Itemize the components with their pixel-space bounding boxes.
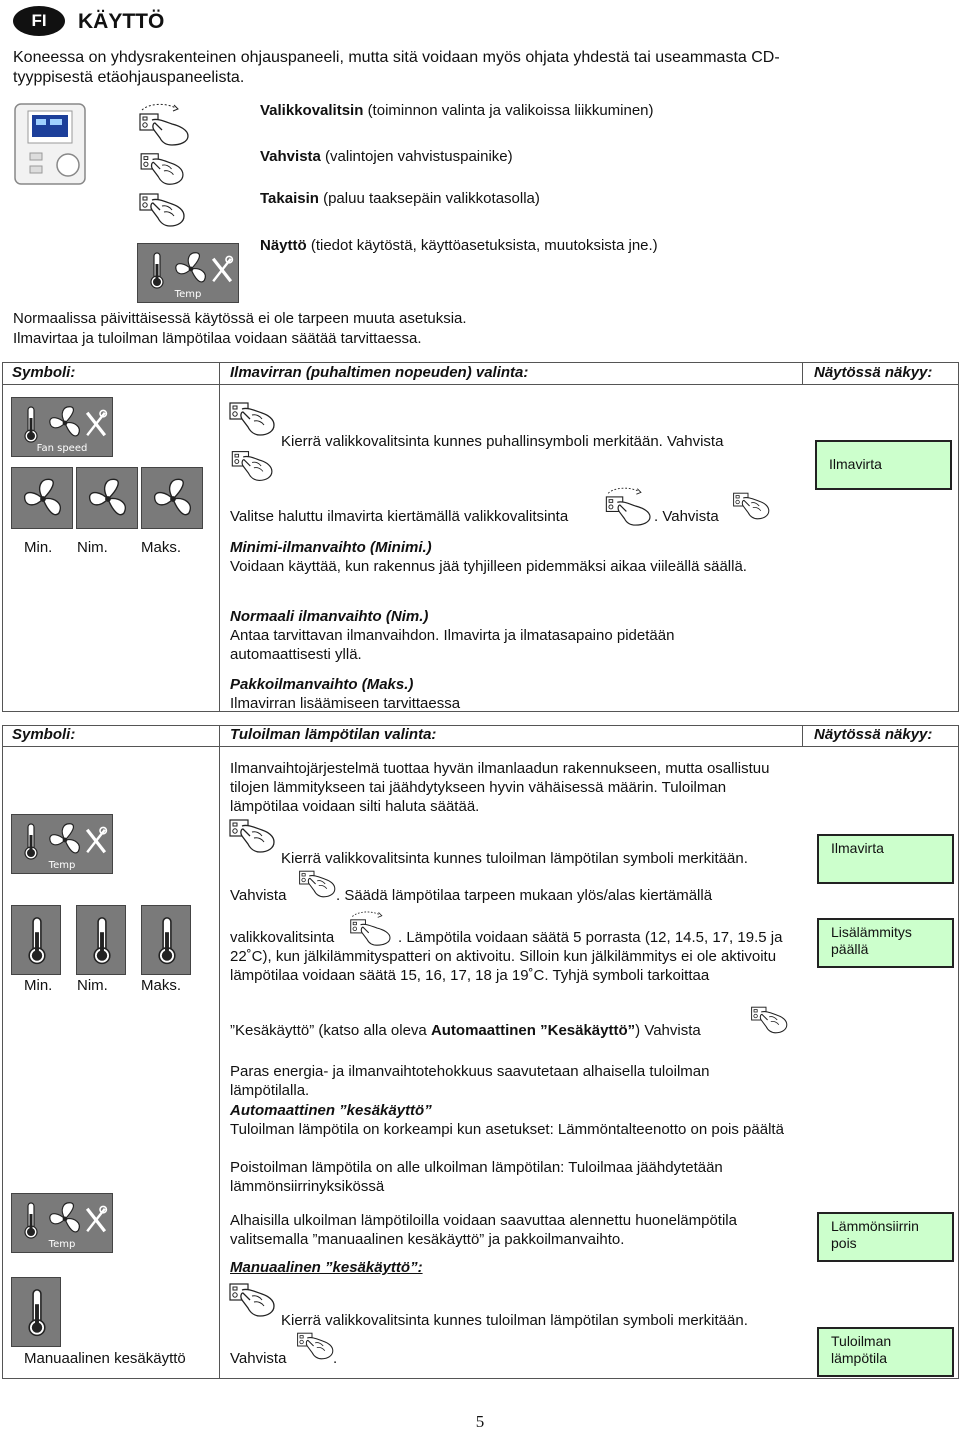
temp-level-min: Min. — [24, 977, 53, 994]
manual-summer-title: Manuaalinen ”kesäkäyttö”: — [230, 1259, 423, 1276]
s2-display-supply-temp: Tuloilman lämpötila — [817, 1327, 954, 1377]
temp-max-icon — [141, 905, 191, 975]
auto-summer-title: Automaattinen ”kesäkäyttö” — [230, 1102, 432, 1119]
control-desc-3: Takaisin (paluu taaksepäin valikkotasolla) — [260, 190, 540, 207]
rotate-dial-icon — [136, 102, 196, 146]
fan-level-max: Maks. — [141, 539, 182, 556]
s2-step3a: valikkovalitsinta — [230, 929, 335, 946]
auto-summer-2: Poistoilman lämpötila on alle ulkoilman lämpötilan: Tuloilmaa jäähdytetään lämmönsiirrinyksikössä — [230, 1159, 723, 1195]
s2-col-display: Näytössä näkyy: — [814, 726, 933, 743]
fan-level-min: Min. — [24, 539, 53, 556]
fan-level-nom: Nim. — [77, 539, 108, 556]
fan-min-icon — [11, 467, 73, 529]
s2-col-symbol: Symboli: — [12, 726, 76, 743]
s2-step1: Kierrä valikkovalitsinta kunnes tuloilman lämpötilan symboli merkitään. — [281, 850, 748, 867]
energy-note: Paras energia- ja ilmanvaihtotehokkuus saavutetaan alhaisella tuloilman lämpötilalla. — [230, 1063, 710, 1099]
max-desc: Ilmavirran lisäämiseen tarvittaessa — [230, 695, 461, 712]
fan-nom-icon — [76, 467, 138, 529]
temp-label: Temp — [174, 289, 202, 300]
language-badge: FI — [13, 6, 65, 36]
s2-step2b: . Säädä lämpötilaa tarpeen mukaan ylös/alas kiertämällä — [336, 887, 713, 904]
control-desc-2: Vahvista (valintojen vahvistuspainike) — [260, 148, 513, 165]
auto-summer-1: Tuloilman lämpötila on korkeampi kun asetukset: Lämmöntalteenotto on pois päältä — [230, 1121, 784, 1138]
s2-intro: Ilmanvaihtojärjestelmä tuottaa hyvän ilmanlaadun rakennukseen, mutta osallistuu tilojen lämmitykseen tai jäähdytykseen hyvin vähäisessä määrin. Tuloilman lämpötilaa voidaan silti haluta säätää. — [230, 760, 770, 815]
s1-rotate-icon-2 — [602, 486, 658, 526]
s2-step3b: . Lämpötila voidaan säätä 5 porrasta (12, 14.5, 17, 19.5 ja 22˚C), kun jälkilämmityspatteri on aktivoitu. Silloin kun jälkilämmitys ei ole aktivoitu lämpötilaa voidaan säätä 15, 16, 17, 18 ja 19˚C. Tyhjä symboli tarkoittaa — [230, 929, 783, 984]
s1-col-title: Ilmavirran (puhaltimen nopeuden) valinta: — [230, 364, 529, 381]
normal-note-1: Normaalissa päivittäisessä käytössä ei ole tarpeen muuta asetuksia. — [13, 310, 467, 327]
control-panel-image — [14, 103, 86, 185]
manual-step1: Kierrä valikkovalitsinta kunnes tuloilman lämpötilan symboli merkitään. — [281, 1312, 748, 1329]
min-desc: Voidaan käyttää, kun rakennus jää tyhjilleen pidemmäksi aikaa viileällä säällä. — [230, 558, 747, 575]
s2-display-postheat: Lisälämmitys päällä — [817, 918, 954, 968]
manual-summer-icon — [11, 1277, 61, 1347]
s1-col-symbol: Symboli: — [12, 364, 76, 381]
page-number: 5 — [475, 1412, 485, 1431]
summer-line: ”Kesäkäyttö” (katso alla oleva Automaattinen ”Kesäkäyttö”) Vahvista — [230, 1022, 701, 1039]
s1-display-airflow: Ilmavirta — [815, 440, 952, 490]
s2-step2a: Vahvista — [230, 887, 287, 904]
temperature-table — [2, 725, 959, 1379]
temp-level-nom: Nim. — [77, 977, 108, 994]
s2-display-airflow: Ilmavirta — [817, 834, 954, 884]
temp-nom-icon — [76, 905, 126, 975]
s1-step2b: . Vahvista — [654, 508, 719, 525]
s1-step1: Kierrä valikkovalitsinta kunnes puhallinsymboli merkitään. Vahvista — [281, 433, 724, 450]
s1-step2a: Valitse haluttu ilmavirta kiertämällä valikkovalitsinta — [230, 508, 569, 525]
s2-col-title: Tuloilman lämpötilan valinta: — [230, 726, 437, 743]
control-desc-4: Näyttö (tiedot käytöstä, käyttöasetuksista, muutoksista jne.) — [260, 237, 658, 254]
s1-confirm-icon-2 — [732, 490, 772, 522]
max-title: Pakkoilmanvaihto (Maks.) — [230, 676, 414, 693]
s2-display-hrx-off: Lämmönsiirrin pois — [817, 1212, 954, 1262]
s2-rotate-icon — [228, 816, 278, 856]
temp-icon-2 — [11, 1193, 113, 1253]
page-title: KÄYTTÖ — [78, 10, 165, 33]
s1-rotate-icon — [228, 399, 278, 439]
manual-step2: Vahvista — [230, 1350, 287, 1367]
temp-label-3: Temp — [48, 1239, 76, 1250]
intro-text: Koneessa on yhdysrakenteinen ohjauspaneeli, mutta sitä voidaan myös ohjata yhdestä tai useammasta CD- tyyppisestä etäohjauspaneelista. — [13, 49, 780, 86]
s2-confirm-icon-3 — [296, 1330, 336, 1362]
temp-level-max: Maks. — [141, 977, 182, 994]
nom-title: Normaali ilmanvaihto (Nim.) — [230, 608, 429, 625]
temp-min-icon — [11, 905, 61, 975]
temp-label-2: Temp — [48, 860, 76, 871]
normal-note-2: Ilmavirtaa ja tuloilman lämpötilaa voidaan säätää tarvittaessa. — [13, 330, 422, 347]
back-press-icon — [138, 190, 188, 230]
s1-confirm-icon — [228, 448, 278, 484]
min-title: Minimi-ilmanvaihto (Minimi.) — [230, 539, 432, 556]
manual-step2-end: . — [333, 1350, 338, 1367]
fan-max-icon — [141, 467, 203, 529]
manual-summer-label: Manuaalinen kesäkäyttö — [24, 1350, 186, 1367]
s1-col-display: Näytössä näkyy: — [814, 364, 933, 381]
s2-confirm-icon-2 — [750, 1004, 790, 1036]
s2-rotate-icon-3 — [228, 1280, 278, 1320]
nom-desc: Antaa tarvittavan ilmanvaihdon. Ilmavirta ja ilmatasapaino pidetään automaattisesti yllä. — [230, 627, 675, 663]
low-temp-note: Alhaisilla ulkoilman lämpötiloilla voidaan saavuttaa alennettu huonelämpötila valitsemalla ”manuaalinen kesäkäyttö” ja pakkoilmanvaihto. — [230, 1212, 737, 1248]
display-temp-icon — [137, 243, 239, 303]
temp-icon — [11, 814, 113, 874]
fan-speed-label: Fan speed — [36, 443, 88, 454]
confirm-press-icon — [138, 150, 188, 188]
fan-speed-icon — [11, 397, 113, 457]
s2-confirm-icon — [298, 868, 338, 900]
control-desc-1: Valikkovalitsin (toiminnon valinta ja valikoissa liikkuminen) — [260, 102, 654, 119]
